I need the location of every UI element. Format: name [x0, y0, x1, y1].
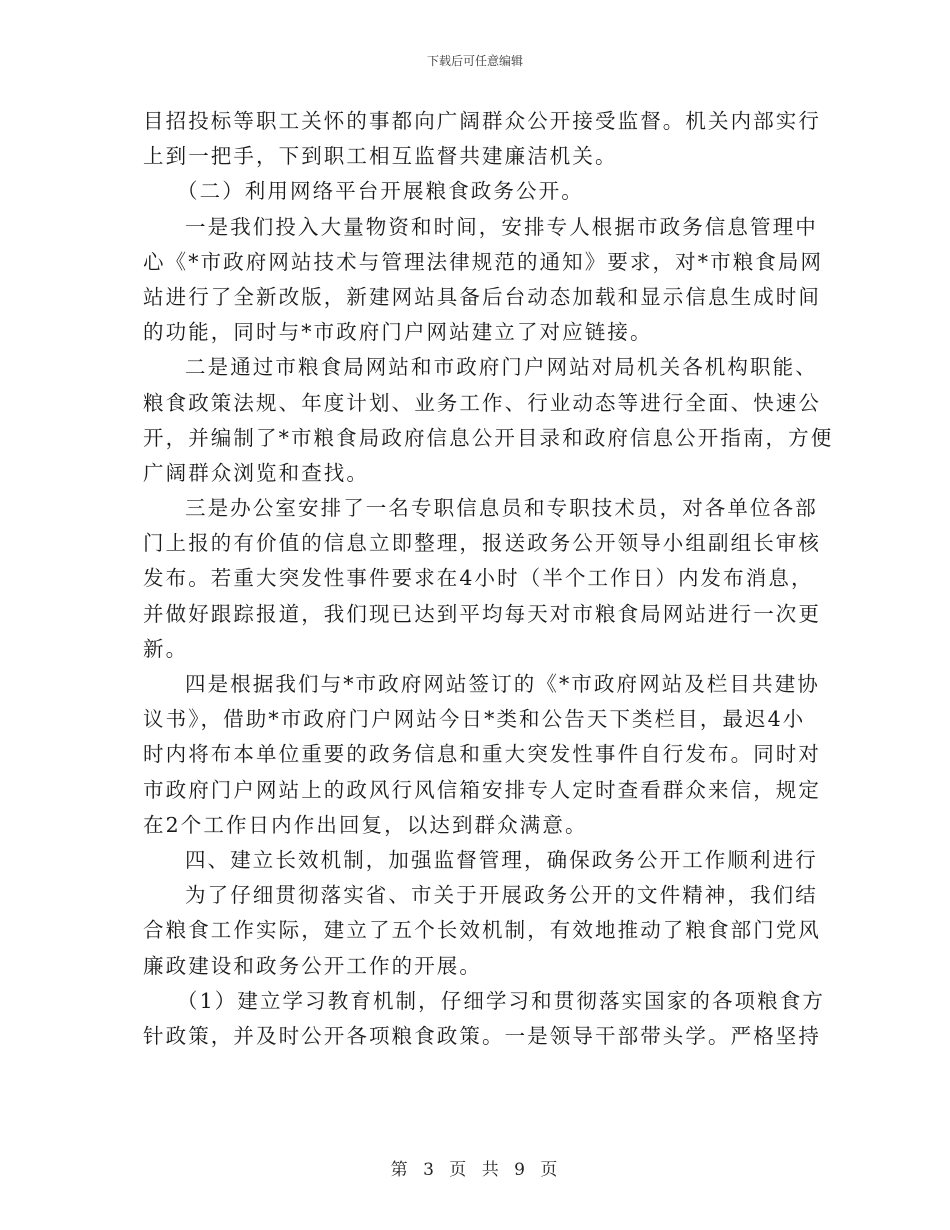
page-footer	[0, 1155, 950, 1180]
text-line: 四、建立长效机制，加强监督管理，确保政务公开工作顺利进行	[185, 847, 818, 872]
text-line: 为了仔细贯彻落实省、市关于开展政务公开的文件精神，我们结	[185, 883, 818, 908]
text-line: 站进行了全新改版，新建网站具备后台动态加载和显示信息生成时间	[143, 284, 821, 309]
text-line: 市政府门户网站上的政风行风信箱安排专人定时查看群众来信，规定	[143, 777, 821, 802]
text-line: 三是办公室安排了一名专职信息员和专职技术员，对各单位各部	[185, 496, 818, 521]
text-line: 上到一把手，下到职工相互监督共建廉洁机关。	[143, 144, 618, 169]
footer-total-pages: 9	[514, 1160, 527, 1180]
text-line: 新。	[143, 636, 189, 661]
text-line: 广阔群众浏览和查找。	[143, 460, 369, 485]
text-line: 门上报的有价值的信息立即整理，报送政务公开领导小组副组长审核	[143, 531, 821, 556]
text-line: 粮食政策法规、年度计划、业务工作、行业动态等进行全面、快速公	[143, 390, 821, 415]
footer-mid: 页	[449, 1160, 469, 1180]
footer-page-number: 3	[423, 1160, 436, 1180]
text-line: 二是通过市粮食局网站和市政府门户网站对局机关各机构职能、	[185, 355, 818, 380]
text-line: 针政策，并及时公开各项粮食政策。一是领导干部带头学。严格坚持	[143, 1023, 821, 1048]
text-line: 廉政建设和政务公开工作的开展。	[143, 953, 482, 978]
text-line: 时内将布本单位重要的政务信息和重大突发性事件自行发布。同时对	[143, 742, 821, 767]
text-line: 四是根据我们与*市政府网站签订的《*市政府网站及栏目共建协	[185, 672, 820, 696]
text-line: 并做好跟踪报道，我们现已达到平均每天对市粮食局网站进行一次更	[143, 601, 821, 626]
text-line: 在2个工作日内作出回复，以达到群众满意。	[143, 812, 588, 837]
text-line: 开，并编制了*市粮食局政府信息公开目录和政府信息公开指南，方便	[143, 425, 834, 450]
text-line: 心《*市政府网站技术与管理法律规范的通知》要求，对*市粮食局网	[143, 249, 824, 274]
text-line: 的功能，同时与*市政府门户网站建立了对应链接。	[143, 320, 653, 345]
footer-total-prefix: 共	[481, 1160, 501, 1180]
text-line: 议书》，借助*市政府门户网站今日*类和公告天下类栏目，最迟4小	[143, 707, 806, 732]
footer-prefix: 第	[390, 1160, 410, 1180]
text-line: 发布。若重大突发性事件要求在4小时（半个工作日）内发布消息，	[143, 566, 814, 591]
text-line: （二）利用网络平台开展粮食政务公开。	[177, 179, 584, 204]
text-line: 目招投标等职工关怀的事都向广阔群众公开接受监督。机关内部实行	[143, 109, 821, 133]
text-line: 合粮食工作实际，建立了五个长效机制，有效地推动了粮食部门党风	[143, 918, 821, 943]
footer-suffix: 页	[540, 1160, 560, 1180]
text-line: 一是我们投入大量物资和时间，安排专人根据市政务信息管理中	[185, 214, 818, 239]
page-header: 下载后可任意编辑	[426, 54, 523, 68]
body-text	[143, 104, 834, 1054]
text-line: （1）建立学习教育机制，仔细学习和贯彻落实国家的各项粮食方	[177, 988, 825, 1013]
